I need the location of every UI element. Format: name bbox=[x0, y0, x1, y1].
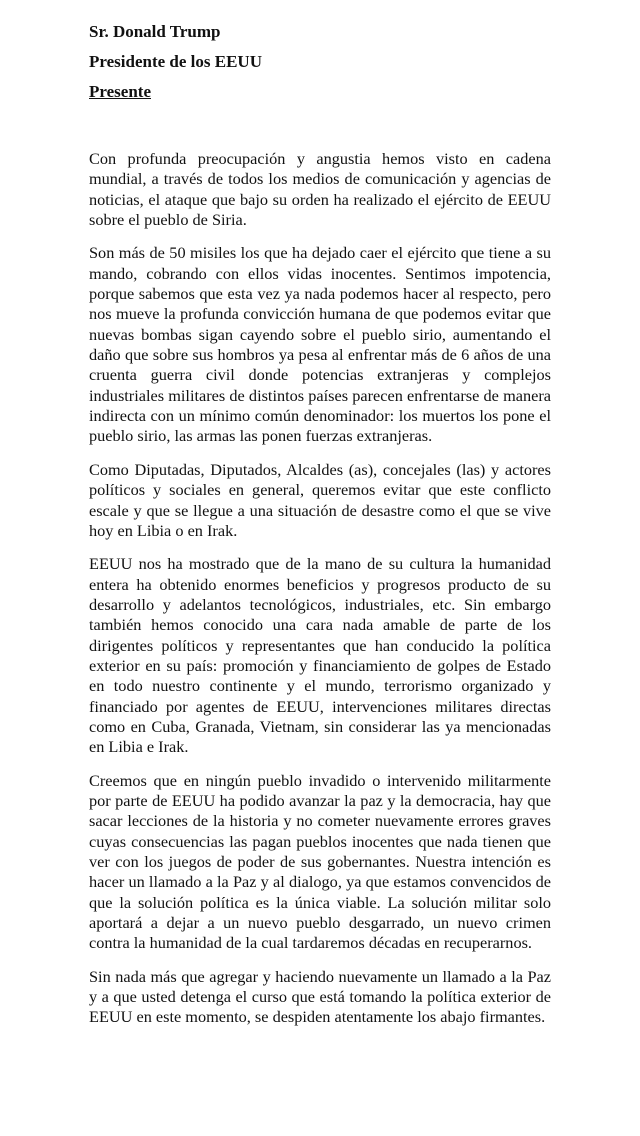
letter-address-block bbox=[89, 22, 551, 102]
paragraph-4: EEUU nos ha mostrado que de la mano de su cultura la humanidad entera ha obtenido enormes beneficios y progresos producto de su desarrollo y adelantos tecnológicos, industriales, etc. Sin embargo también hemos conocido una cara nada amable de parte de los dirigentes políticos y representantes que han conducido la política exterior en su país: promoción y financiamiento de golpes de Estado en todo nuestro continente y el mundo, terrorismo organizado y financiado por agentes de EEUU, intervenciones militares directas como en Cuba, Granada, Vietnam, sin considerar las ya mencionadas en Libia e Irak. bbox=[89, 554, 551, 757]
paragraph-5: Creemos que en ningún pueblo invadido o intervenido militarmente por parte de EEUU ha podido avanzar la paz y la democracia, hay que sacar lecciones de la historia y no cometer nuevamente errores graves cuyas consecuencias las pagan pueblos inocentes que nada tienen que ver con los juegos de poder de sus gobernantes. Nuestra intención es hacer un llamado a la Paz y al dialogo, ya que estamos convencidos de que la solución política es la única viable. La solución militar solo aportará a dejar a un nuevo pueblo desgarrado, un nuevo crimen contra la humanidad de la cual tardaremos décadas en recuperarnos. bbox=[89, 770, 551, 953]
paragraph-6: Sin nada más que agregar y haciendo nuevamente un llamado a la Paz y a que usted detenga el curso que está tomando la política exterior de EEUU en este momento, se despiden atentamente los abajo firmantes. bbox=[89, 966, 551, 1027]
recipient-title: Presidente de los EEUU bbox=[89, 52, 262, 71]
recipient-name: Sr. Donald Trump bbox=[89, 22, 221, 41]
paragraph-1: Con profunda preocupación y angustia hemos visto en cadena mundial, a través de todos los medios de comunicación y agencias de noticias, el ataque que bajo su orden ha realizado el ejército de EEUU sobre el pueblo de Siria. bbox=[89, 149, 551, 230]
paragraph-3: Como Diputadas, Diputados, Alcaldes (as), concejales (las) y actores políticos y sociales en general, queremos evitar que este conflicto escale y que se llegue a una situación de desastre como el que se vive hoy en Libia o en Irak. bbox=[89, 459, 551, 540]
letter-body bbox=[89, 149, 551, 1028]
paragraph-2: Son más de 50 misiles los que ha dejado caer el ejército que tiene a su mando, cobrando con ellos vidas inocentes. Sentimos impotencia, porque sabemos que esta vez ya nada podemos hacer al respecto, pero nos mueve la profunda convicción humana de que podemos evitar que nuevas bombas sigan cayendo sobre el pueblo sirio, aumentando el daño que sobre sus hombros ya pesa al enfrentar más de 6 años de una cruenta guerra civil donde potencias extranjeras y complejos industriales militares de distintos países parecen enfrentarse de manera indirecta con un mínimo común denominador: los muertos los pone el pueblo sirio, las armas las ponen fuerzas extranjeras. bbox=[89, 243, 551, 446]
salutation: Presente bbox=[89, 82, 151, 101]
letter-page bbox=[89, 22, 551, 1041]
